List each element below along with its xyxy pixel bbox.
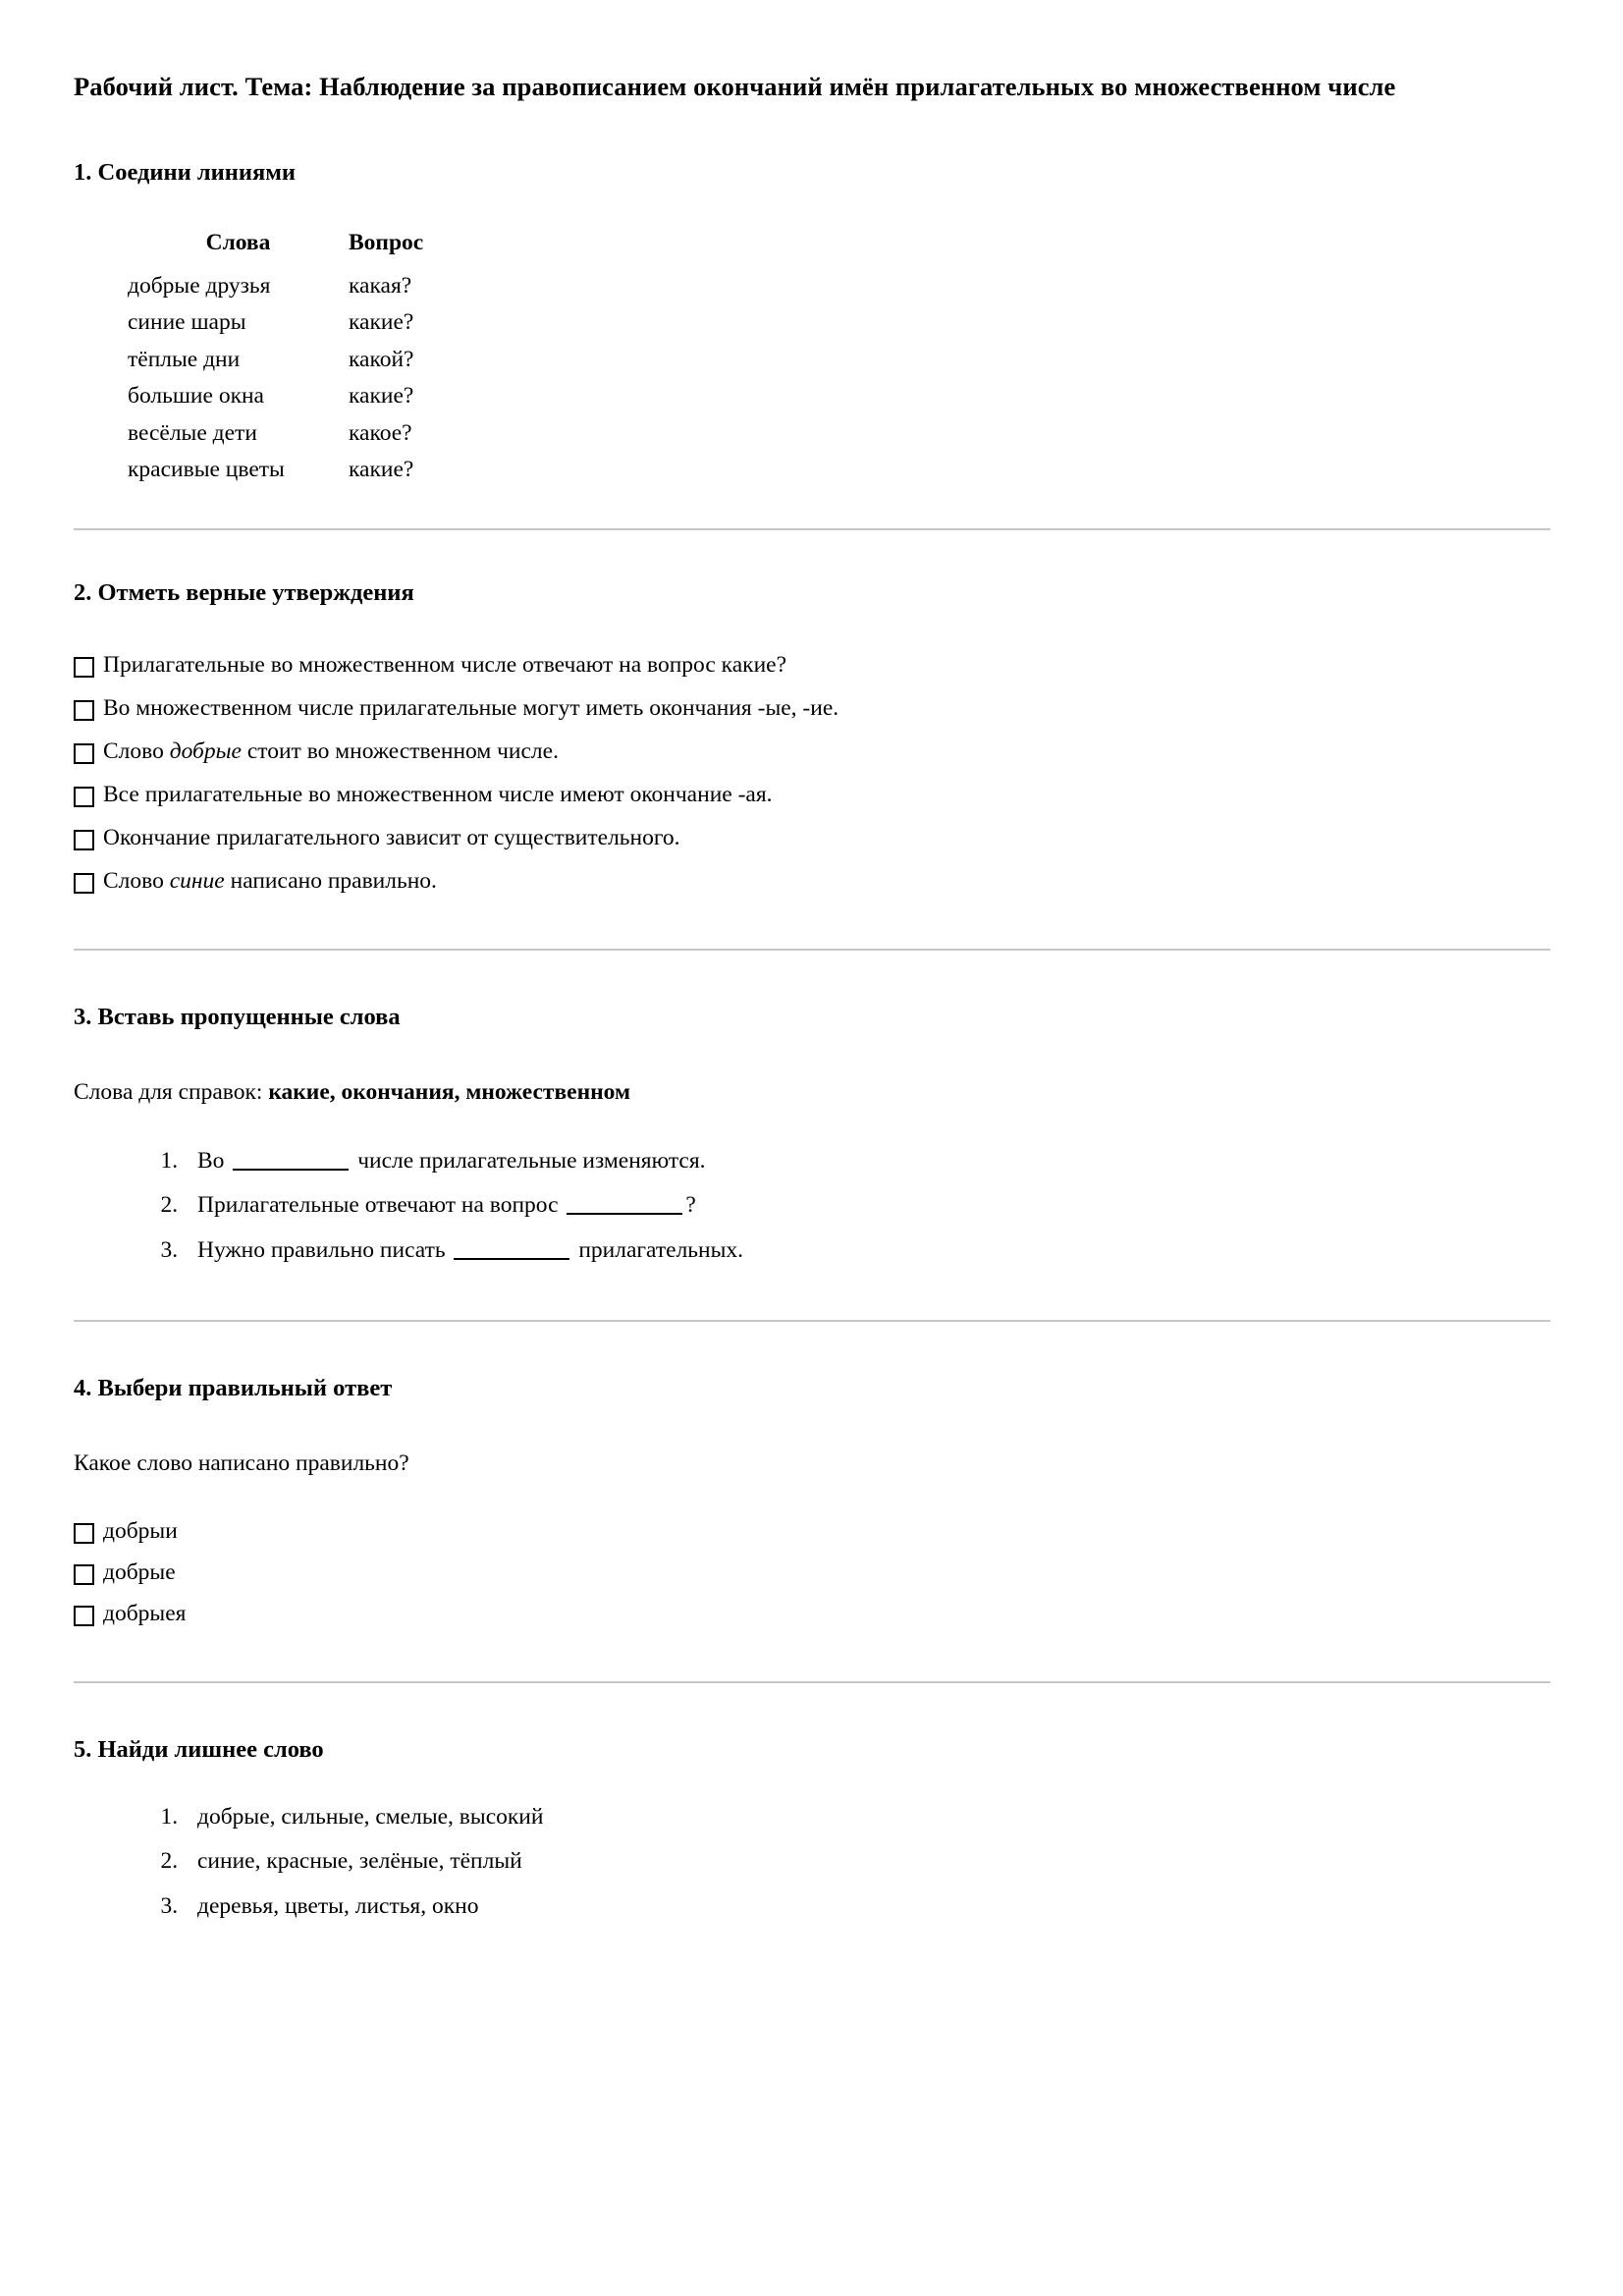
list-item[interactable]: [184, 1147, 1549, 1191]
column-header-question: Вопрос: [349, 230, 424, 256]
word-question-table: [74, 225, 506, 489]
cell-word[interactable]: тёплые дни: [128, 346, 241, 372]
cell-question[interactable]: какие?: [349, 309, 414, 336]
list-item[interactable]: 1. добрые, сильные, смелые, высокий: [184, 1803, 1549, 1847]
cell-question[interactable]: какое?: [349, 419, 412, 446]
divider-wrap: [74, 1626, 1549, 1734]
spacer: [74, 1404, 1549, 1449]
table-row[interactable]: [74, 304, 506, 342]
question-prompt: Какое слово написано правильно?: [74, 1449, 409, 1476]
checkbox-icon[interactable]: [74, 1606, 94, 1626]
spacer: [74, 106, 1549, 157]
divider-wrap: [74, 1265, 1549, 1373]
checkbox-icon[interactable]: [74, 873, 94, 894]
cell-question[interactable]: какой?: [349, 346, 414, 372]
section-fill-in-the-blanks: [74, 1002, 1549, 1265]
spacer: [74, 1477, 1549, 1520]
cell-word[interactable]: большие окна: [128, 383, 264, 410]
section-4-heading: 4. Выбери правильный ответ: [74, 1374, 393, 1401]
reference-label: Слова для справок:: [74, 1078, 269, 1105]
statement-text: Окончание прилагательного зависит от существительного.: [103, 824, 680, 850]
reference-words-line: [74, 1078, 1549, 1106]
reference-words: какие, окончания, множественном: [268, 1078, 630, 1105]
blank-sentence-post: числе прилагательные изменяются.: [352, 1147, 706, 1174]
odd-word-list: [74, 1803, 1549, 1921]
section-connect-with-lines: [74, 157, 1549, 489]
section-choose-correct-answer: [74, 1373, 1549, 1626]
list-item[interactable]: [74, 694, 1549, 740]
checkbox-icon[interactable]: [74, 787, 94, 807]
statement-text: Все прилагательные во множественном числе имеют окончание -ая.: [103, 781, 773, 807]
section-divider: [74, 1681, 1550, 1683]
table-body: [74, 268, 506, 489]
table-row[interactable]: [74, 342, 506, 379]
list-item[interactable]: 2. синие, красные, зелёные, тёплый: [184, 1847, 1549, 1891]
divider-wrap: [74, 489, 1549, 577]
cell-question[interactable]: какая?: [349, 272, 412, 299]
statement-text: Слово добрые стоит во множественном числе.: [103, 738, 559, 764]
cell-word[interactable]: красивые цветы: [128, 457, 285, 483]
checkbox-icon[interactable]: [74, 1564, 94, 1585]
spacer: [74, 188, 1549, 225]
spacer: [74, 609, 1549, 654]
checkbox-icon[interactable]: [74, 830, 94, 850]
list-item[interactable]: [184, 1236, 1549, 1265]
section-2-heading: 2. Отметь верные утверждения: [74, 578, 414, 606]
cell-word[interactable]: добрые друзья: [128, 272, 271, 299]
list-item[interactable]: [74, 651, 1549, 697]
cell-question[interactable]: какие?: [349, 383, 414, 410]
checkbox-icon[interactable]: [74, 657, 94, 678]
table-header-row: [74, 225, 506, 268]
list-item[interactable]: [74, 1561, 1549, 1603]
spacer: [74, 1766, 1549, 1803]
table-row[interactable]: [74, 452, 506, 489]
list-item[interactable]: [74, 1603, 1549, 1626]
blank-sentence-post: прилагательных.: [572, 1236, 744, 1263]
option-label: добрыи: [103, 1518, 178, 1544]
table-head: [74, 225, 506, 268]
fill-blank-list: [74, 1147, 1549, 1265]
answer-option-list: [74, 1520, 1549, 1626]
list-item[interactable]: [74, 781, 1549, 827]
blank-sentence-pre: Нужно правильно писать: [197, 1236, 452, 1263]
table-row[interactable]: [74, 415, 506, 453]
table-row[interactable]: [74, 378, 506, 415]
section-divider: [74, 949, 1550, 951]
section-3-heading: 3. Вставь пропущенные слова: [74, 1003, 401, 1030]
section-divider: [74, 1320, 1550, 1322]
checkbox-icon[interactable]: [74, 700, 94, 721]
spacer: [74, 1033, 1549, 1078]
list-item[interactable]: [74, 824, 1549, 870]
blank-sentence-pre: Во: [197, 1147, 231, 1174]
statement-text: Слово синие написано правильно.: [103, 867, 437, 894]
section-find-odd-word: [74, 1734, 1549, 1921]
statement-checkbox-list: [74, 651, 1549, 894]
table-row[interactable]: [74, 268, 506, 305]
option-label: добрыея: [103, 1601, 187, 1626]
blank-sentence-pre: Прилагательные отвечают на вопрос: [197, 1192, 565, 1219]
list-item[interactable]: [74, 740, 1549, 784]
statement-text: Во множественном числе прилагательные могут иметь окончания -ые, -ие.: [103, 694, 839, 721]
checkbox-icon[interactable]: [74, 743, 94, 764]
checkbox-icon[interactable]: [74, 1523, 94, 1544]
column-header-words: Слова: [205, 230, 271, 256]
spacer: [74, 1106, 1549, 1147]
cell-word[interactable]: весёлые дети: [128, 419, 257, 446]
section-5-heading: 5. Найди лишнее слово: [74, 1736, 324, 1763]
section-divider: [74, 528, 1550, 530]
blank-field[interactable]: [454, 1238, 569, 1260]
divider-wrap: [74, 894, 1549, 1002]
blank-field[interactable]: [233, 1149, 349, 1171]
statement-text: Прилагательные во множественном числе отвечают на вопрос какие?: [103, 651, 787, 678]
list-item[interactable]: [74, 1520, 1549, 1561]
section-mark-true-statements: [74, 577, 1549, 894]
section-1-heading: 1. Соедини линиями: [74, 158, 297, 186]
list-item[interactable]: 3. деревья, цветы, листья, окно: [184, 1892, 1549, 1921]
cell-question[interactable]: какие?: [349, 457, 414, 483]
option-label: добрые: [103, 1559, 176, 1585]
page-title: Рабочий лист. Тема: Наблюдение за правописанием окончаний имён прилагательных во множественном числе: [74, 72, 1396, 101]
blank-sentence-post: ?: [685, 1192, 696, 1219]
list-item[interactable]: [184, 1191, 1549, 1235]
blank-field[interactable]: [567, 1193, 682, 1215]
list-item[interactable]: [74, 867, 1549, 894]
cell-word[interactable]: синие шары: [128, 309, 246, 336]
